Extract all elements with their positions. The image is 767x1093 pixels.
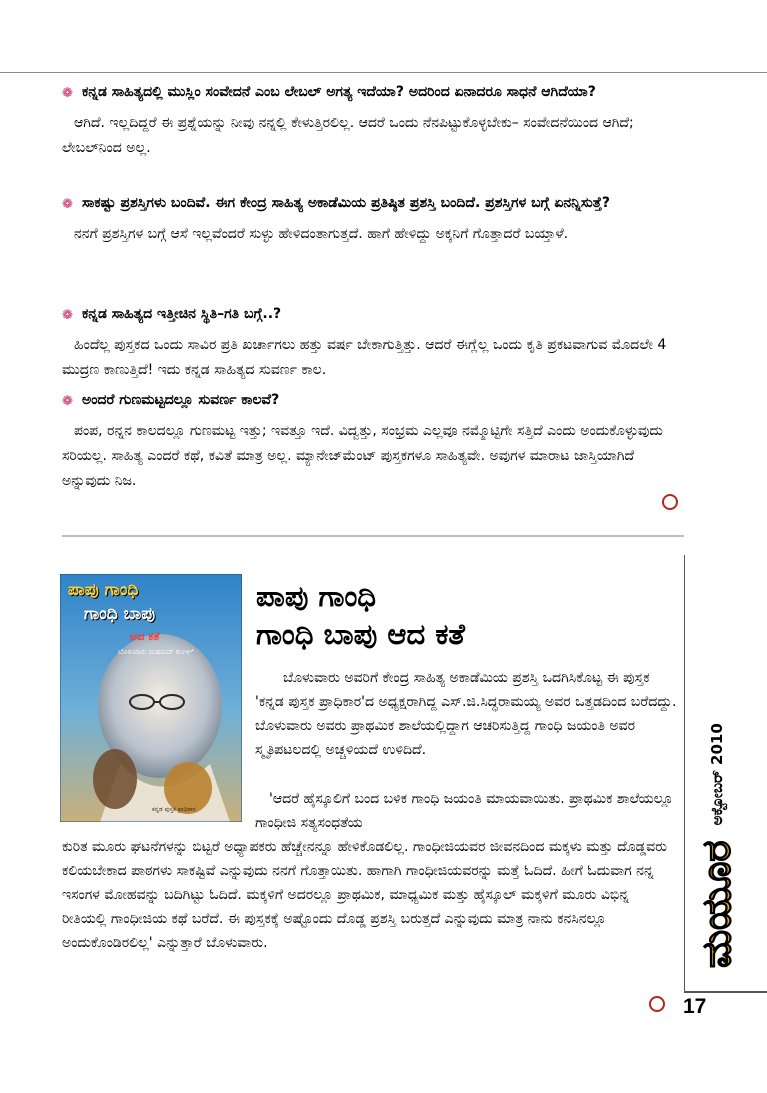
- article-para-1: ಬೊಳುವಾರು ಅವರಿಗೆ ಕೇಂದ್ರ ಸಾಹಿತ್ಯ ಅಕಾಡೆಮಿಯ ಪ್ರಶಸ್ತಿ ಒದಗಿಸಿಕೊಟ್ಟ ಈ ಪುಸ್ತಕ 'ಕನ್ನಡ ಪುಸ್ತಕ ಪ್ರಾಧಿಕಾರ'ದ ಅಧ್ಯಕ್ಷರಾಗಿದ್ದ ಎಸ್.ಜಿ.ಸಿದ್ಧರಾಮಯ್ಯ ಅವರ ಒತ್ತಡದಿಂದ ಬರೆದದ್ದು. ಬೊಳುವಾರು ಅವರು ಪ್ರಾಥಮಿಕ ಶಾಲೆಯಲ್ಲಿದ್ದಾಗ ಆಚರಿಸುತ್ತಿದ್ದ ಗಾಂಧಿ ಜಯಂತಿ ಅವರ ಸ್ಮೃತಿಪಟಲದಲ್ಲಿ ಅಚ್ಚಳಿಯದೆ ಉಳಿದಿದೆ.: [255, 670, 677, 758]
- article-title-line2: ಗಾಂಧಿ ಬಾಪು ಆದ ಕತೆ: [256, 617, 465, 651]
- article-para-2-continued: ಕುರಿತ ಮೂರು ಘಟನೆಗಳನ್ನು ಬಿಟ್ಟರೆ ಅಧ್ಯಾಪಕರು ಹೆಚ್ಚೇನನ್ನೂ ಹೇಳಿಕೊಡಲಿಲ್ಲ. ಗಾಂಧೀಜಿಯವರ ಜೀವನದಿಂದ ಮಕ್ಕಳು ಮತ್ತು ದೊಡ್ಡವರು ಕಲಿಯಬೇಕಾದ ಪಾಠಗಳು ಸಾಕಷ್ಟಿವೆ ಎನ್ನುವುದು ನನಗೆ ಗೊತ್ತಾಯಿತು. ಹಾಗಾಗಿ ಗಾಂಧೀಜಿಯವರನ್ನು ಮತ್ತೆ ಓದಿದೆ. ಹೀಗೆ ಓದುವಾಗ ನನ್ನ ಇಸಂಗಳ ಮೋಹವನ್ನು ಬದಿಗಿಟ್ಟು ಓದಿದೆ. ಮಕ್ಕಳಿಗೆ ಅದರಲ್ಲೂ ಪ್ರಾಥಮಿಕ, ಮಾಧ್ಯಮಿಕ ಮತ್ತು ಹೈಸ್ಕೂಲ್ ಮಕ್ಕಳಿಗೆ ಮೂರು ವಿಭಿನ್ನ ರೀತಿಯಲ್ಲಿ ಗಾಂಧೀಜಿಯ ಕಥೆ ಬರೆದೆ. ಈ ಪುಸ್ತಕಕ್ಕೆ ಅಷ್ಟೊಂದು ದೊಡ್ಡ ಪ್ರಶಸ್ತಿ ಬರುತ್ತದೆ ಎನ್ನುವುದು ಮಾತ್ರ ನಾನು ಕನಸಿನಲ್ಲೂ ಅಂದುಕೊಂಡಿರಲಿಲ್ಲ' ಎನ್ನುತ್ತಾರೆ ಬೊಳುವಾರು.: [62, 839, 668, 951]
- answer-2: ನನಗೆ ಪ್ರಶಸ್ತಿಗಳ ಬಗ್ಗೆ ಆಸೆ ಇಲ್ಲವೆಂದರೆ ಸುಳ್ಳು ಹೇಳಿದಂತಾಗುತ್ತದೆ. ಹಾಗೆ ಹೇಳಿದ್ದು ಅಕ್ಕನಿಗೆ ಗೊತ್ತಾದರೆ ಬಯ್ತಾಳೆ.: [74, 226, 569, 242]
- article-title-line1: ಪಾಪು ಗಾಂಧಿ: [256, 579, 377, 613]
- qa-block-4: [62, 388, 680, 494]
- answer-4: ಪಂಪ, ರನ್ನನ ಕಾಲದಲ್ಲೂ ಗುಣಮಟ್ಟ ಇತ್ತು; ಇವತ್ತೂ ಇದೆ. ವಿದ್ವತ್ತು, ಸಂಭ್ರಮ ಎಲ್ಲವೂ ನಮ್ಮೊಟ್ಟಿಗೇ ಸತ್ತಿದೆ ಎಂದು ಅಂದುಕೊಳ್ಳುವುದು ಸರಿಯಲ್ಲ. ಸಾಹಿತ್ಯ ಎಂದರೆ ಕಥೆ, ಕವಿತೆ ಮಾತ್ರ ಅಲ್ಲ. ಮ್ಯಾನೇಜ್‌ಮೆಂಟ್ ಪುಸ್ತಕಗಳೂ ಸಾಹಿತ್ಯವೇ. ಅವುಗಳ ಮಾರಾಟ ಜಾಸ್ತಿಯಾಗಿದೆ ಅನ್ನುವುದು ನಿಜ.: [62, 423, 663, 489]
- issue-date: ಅಕ್ಟೋಬರ್ 2010: [708, 723, 726, 826]
- question-4: ❁ ಅಂದರೆ ಗುಣಮಟ್ಟದಲ್ಲೂ ಸುವರ್ಣ ಕಾಲವೆ?: [62, 392, 280, 409]
- magazine-brand: ಮಯೂರ: [694, 840, 740, 968]
- question-1: ❁ ಕನ್ನಡ ಸಾಹಿತ್ಯದಲ್ಲಿ ಮುಸ್ಲಿಂ ಸಂವೇದನೆ ಎಂಬ ಲೇಬಲ್ ಅಗತ್ಯ ಇದೆಯಾ? ಅದರಿಂದ ಏನಾದರೂ ಸಾಧನೆ ಆಗಿದೆಯಾ?: [62, 84, 596, 101]
- footer-circle-icon: [649, 996, 665, 1012]
- flower-bullet-icon: ❁: [62, 197, 73, 212]
- article-para-2-start: 'ಆದರೆ ಹೈಸ್ಕೂಲಿಗೆ ಬಂದ ಬಳಿಕ ಗಾಂಧಿ ಜಯಂತಿ ಮಾಯವಾಯಿತು. ಪ್ರಾಥಮಿಕ ಶಾಲೆಯಲ್ಲೂ ಗಾಂಧೀಜಿ ಸತ್ಯಸಂಧತೆಯ: [255, 791, 674, 831]
- answer-1: ಆಗಿದೆ. ಇಲ್ಲದಿದ್ದರೆ ಈ ಪ್ರಶ್ನೆಯನ್ನು ನೀವು ನನ್ನಲ್ಲಿ ಕೇಳುತ್ತಿರಲಿಲ್ಲ. ಆದರೆ ಒಂದು ನೆನಪಿಟ್ಟುಕೊಳ್ಳಬೇಕು– ಸಂವೇದನೆಯಿಂದ ಆಗಿದೆ; ಲೇಬಲ್‌ನಿಂದ ಅಲ್ಲ.: [62, 115, 634, 156]
- flower-bullet-icon: ❁: [62, 394, 73, 409]
- book-cover-image: [60, 574, 242, 822]
- cover-publisher: ಕನ್ನಡ ಪುಸ್ತಕ ಪ್ರಾಧಿಕಾರ: [152, 806, 196, 813]
- cover-author: ಬೊಳುವಾರು ಮಹಮದ್ ಕುಂಞಿ: [118, 648, 194, 656]
- qa-block-1: [62, 80, 680, 161]
- section-divider: [62, 535, 684, 537]
- cover-subtitle: ಆದ ಕತೆ: [130, 630, 160, 643]
- answer-3: ಹಿಂದೆಲ್ಲ ಪುಸ್ತಕದ ಒಂದು ಸಾವಿರ ಪ್ರತಿ ಖರ್ಚಾಗಲು ಹತ್ತು ವರ್ಷ ಬೇಕಾಗುತ್ತಿತ್ತು. ಆದರೆ ಈಗ್ಲೆಲ್ಲ ಒಂದು ಕೃತಿ ಪ್ರಕಟವಾಗುವ ಮೊದಲೇ 4 ಮುದ್ರಣ ಕಾಣುತ್ತಿದೆ! ಇದು ಕನ್ನಡ ಸಾಹಿತ್ಯದ ಸುವರ್ಣ ಕಾಲ.: [62, 337, 667, 378]
- flower-bullet-icon: ❁: [62, 86, 73, 101]
- flower-bullet-icon: ❁: [62, 308, 73, 323]
- qa-block-3: [62, 302, 680, 383]
- footer-rule: [684, 991, 767, 993]
- top-rule: [0, 72, 767, 73]
- question-3: ❁ ಕನ್ನಡ ಸಾಹಿತ್ಯದ ಇತ್ತೀಚಿನ ಸ್ಥಿತಿ–ಗತಿ ಬಗ್ಗೆ..?: [62, 306, 282, 323]
- cover-title-line2: ಗಾಂಧಿ ಬಾಪು: [84, 604, 156, 624]
- question-2: ❁ ಸಾಕಷ್ಟು ಪ್ರಶಸ್ತಿಗಳು ಬಂದಿವೆ. ಈಗ ಕೇಂದ್ರ ಸಾಹಿತ್ಯ ಅಕಾಡೆಮಿಯ ಪ್ರತಿಷ್ಠಿತ ಪ್ರಶಸ್ತಿ ಬಂದಿದೆ. ಪ್ರಶಸ್ತಿಗಳ ಬಗ್ಗೆ ಏನನ್ನಿಸುತ್ತೆ?: [62, 195, 611, 212]
- end-mark-circle-icon: [662, 494, 678, 510]
- magazine-masthead: [694, 723, 740, 968]
- side-rule: [684, 555, 685, 991]
- cover-title-line1: ಪಾಪು ಗಾಂಧಿ: [68, 580, 139, 600]
- page-number: 17: [683, 995, 707, 1018]
- qa-block-2: [62, 191, 680, 247]
